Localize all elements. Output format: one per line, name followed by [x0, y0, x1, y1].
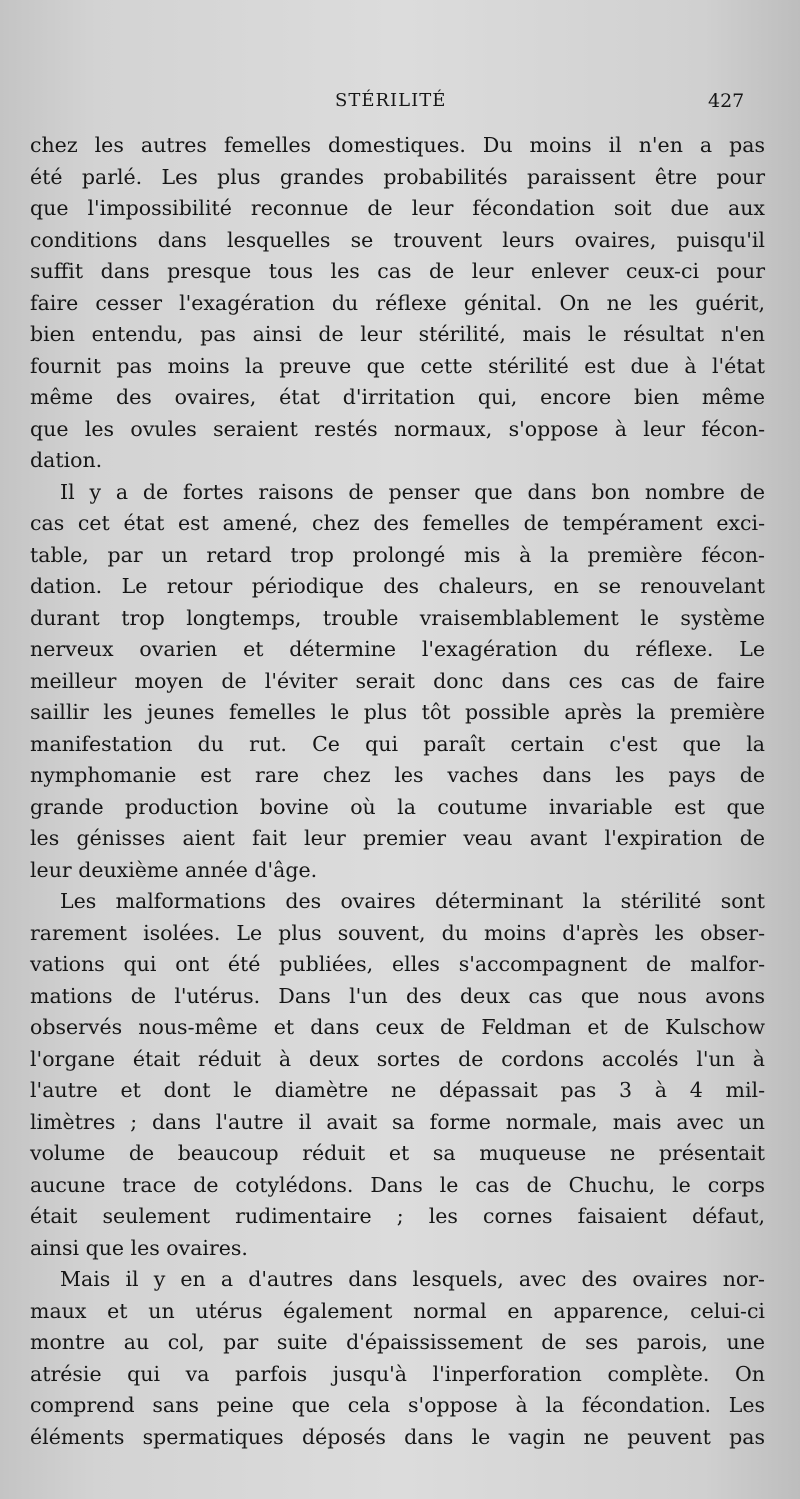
- text-line: bien entendu, pas ainsi de leur stérilité, mais le résultat n'en: [30, 322, 765, 346]
- text-line: table, par un retard trop prolongé mis à la première fécon-: [30, 542, 765, 567]
- text-line: observés nous-même et dans ceux de Feldman et de Kulschow: [30, 1015, 765, 1039]
- text-line: rarement isolées. Le plus souvent, du moins d'après les obser-: [30, 920, 765, 945]
- text-line: cas cet état est amené, chez des femelles de tempérament exci-: [30, 511, 765, 535]
- text-line: meilleur moyen de l'éviter serait donc dans ces cas de faire: [30, 668, 765, 693]
- text-line: maux et un utérus également normal en apparence, celui-ci: [30, 1298, 765, 1323]
- text-line: suffit dans presque tous les cas de leur enlever ceux-ci pour: [30, 259, 765, 283]
- text-line: dation. Le retour périodique des chaleurs, en se renouvelant: [30, 574, 765, 598]
- text-line: aucune trace de cotylédons. Dans le cas de Chuchu, le corps: [30, 1172, 765, 1197]
- text-line: l'organe était réduit à deux sortes de cordons accolés l'un à: [30, 1046, 765, 1071]
- text-line: que les ovules seraient restés normaux, s'oppose à leur fécon-: [30, 416, 765, 441]
- text-line: que l'impossibilité reconnue de leur fécondation soit due aux: [30, 196, 765, 220]
- text-line: nerveux ovarien et détermine l'exagération du réflexe. Le: [30, 637, 765, 661]
- text-line: limètres ; dans l'autre il avait sa forme normale, mais avec un: [30, 1109, 765, 1134]
- body-text: [30, 130, 765, 1453]
- text-line: montre au col, par suite d'épaississement de ses parois, une: [30, 1330, 765, 1354]
- text-line: saillir les jeunes femelles le plus tôt possible après la première: [30, 700, 765, 724]
- running-title: STÉRILITÉ: [335, 90, 447, 111]
- text-line: volume de beaucoup réduit et sa muqueuse ne présentait: [30, 1141, 765, 1165]
- text-line: comprend sans peine que cela s'oppose à la fécondation. Les: [30, 1393, 765, 1417]
- text-line: atrésie qui va parfois jusqu'à l'inperforation complète. On: [30, 1361, 765, 1386]
- text-line: dation.: [30, 448, 103, 472]
- text-line: manifestation du rut. Ce qui paraît certain c'est que la: [30, 731, 765, 756]
- page-number: 427: [708, 90, 745, 112]
- text-line: faire cesser l'exagération du réflexe génital. On ne les guérit,: [30, 290, 765, 315]
- text-line: nymphomanie est rare chez les vaches dans les pays de: [30, 763, 765, 787]
- page-header: [0, 90, 800, 120]
- text-line: éléments spermatiques déposés dans le vagin ne peuvent pas: [30, 1424, 765, 1449]
- text-line: mations de l'utérus. Dans l'un des deux cas que nous avons: [30, 983, 765, 1008]
- text-line: était seulement rudimentaire ; les cornes faisaient défaut,: [30, 1204, 765, 1228]
- text-line: conditions dans lesquelles se trouvent leurs ovaires, puisqu'il: [30, 227, 765, 252]
- text-line: durant trop longtemps, trouble vraisemblablement le système: [30, 605, 765, 630]
- text-line: leur deuxième année d'âge.: [30, 857, 318, 882]
- text-line: l'autre et dont le diamètre ne dépassait pas 3 à 4 mil-: [30, 1078, 765, 1102]
- text-line: Il y a de fortes raisons de penser que dans bon nombre de: [60, 479, 765, 504]
- text-line: ainsi que les ovaires.: [30, 1235, 248, 1260]
- text-line: grande production bovine où la coutume invariable est que: [30, 794, 765, 819]
- text-line: vations qui ont été publiées, elles s'accompagnent de malfor-: [30, 952, 765, 976]
- text-line: même des ovaires, état d'irritation qui, encore bien même: [30, 385, 765, 409]
- text-line: les génisses aient fait leur premier veau avant l'expiration de: [30, 826, 765, 850]
- text-line: été parlé. Les plus grandes probabilités paraissent être pour: [30, 164, 765, 189]
- text-line: chez les autres femelles domestiques. Du moins il n'en a pas: [30, 133, 765, 157]
- text-line: Mais il y en a d'autres dans lesquels, avec des ovaires nor-: [60, 1267, 765, 1291]
- text-line: Les malformations des ovaires déterminant la stérilité sont: [60, 889, 765, 913]
- text-line: fournit pas moins la preuve que cette stérilité est due à l'état: [30, 353, 765, 378]
